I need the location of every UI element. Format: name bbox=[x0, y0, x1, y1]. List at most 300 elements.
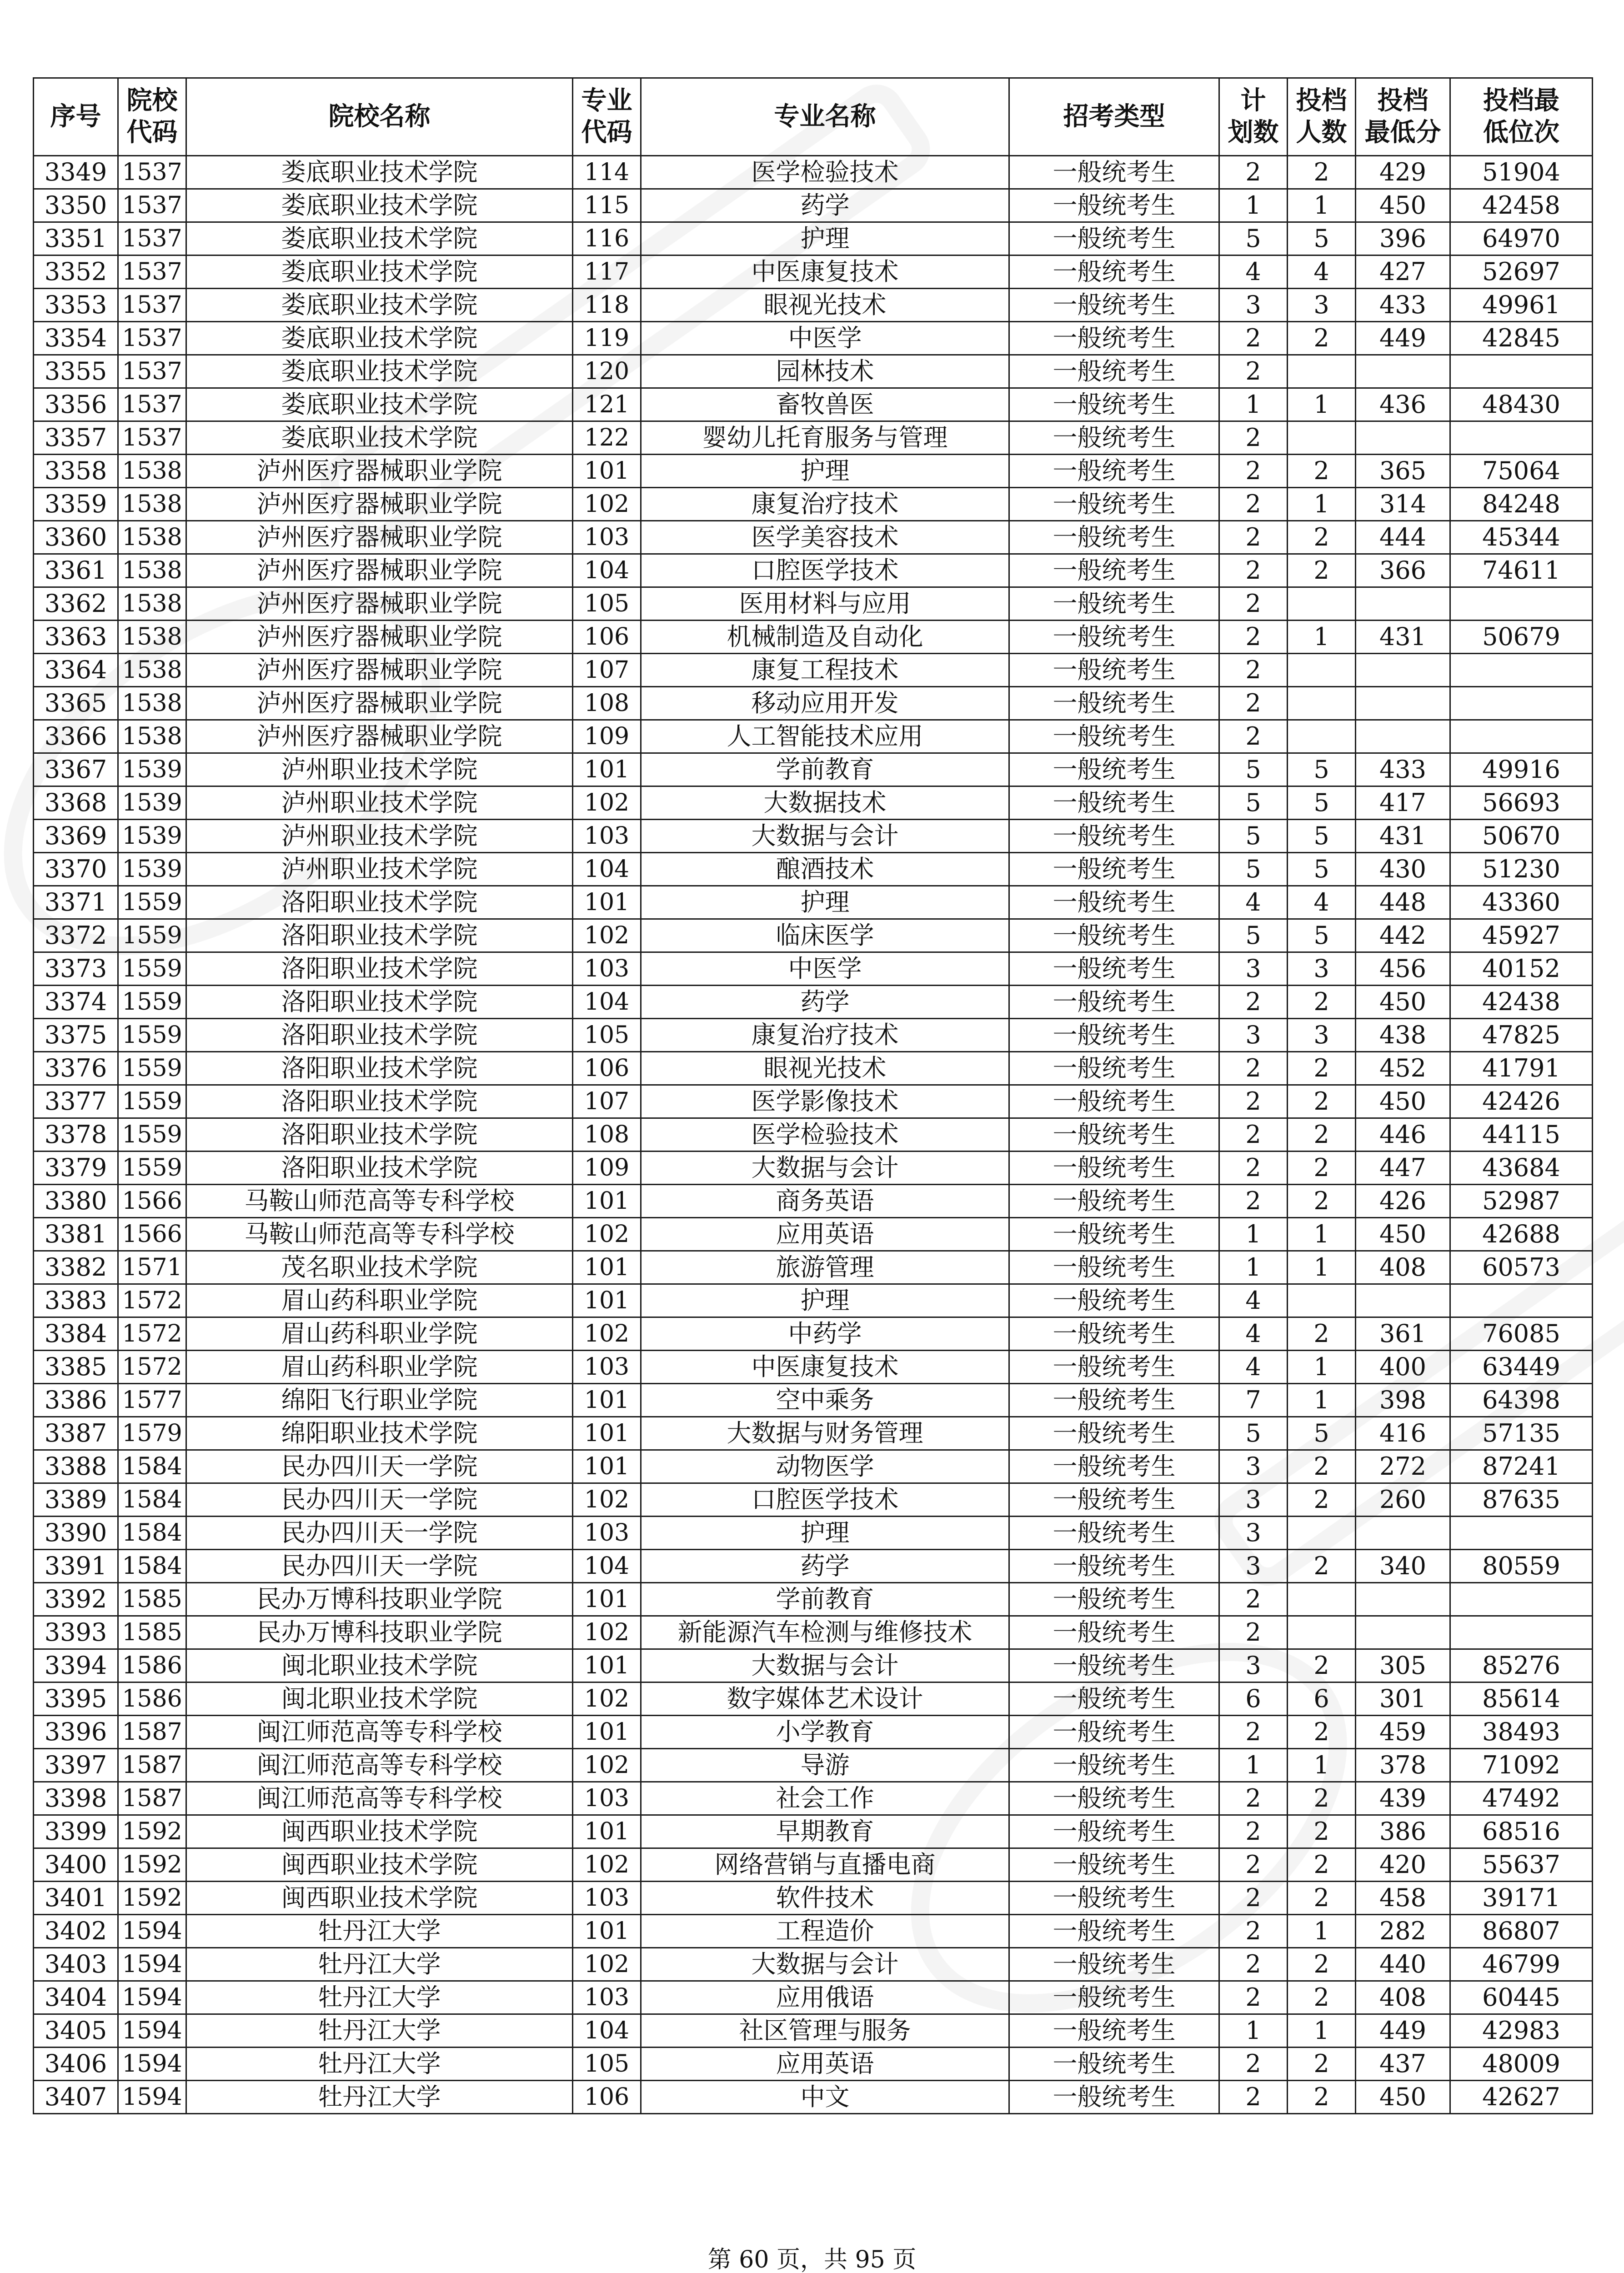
cell-min_score: 340 bbox=[1356, 1550, 1450, 1583]
cell-major_name: 空中乘务 bbox=[641, 1384, 1009, 1417]
cell-major_code: 101 bbox=[573, 1716, 641, 1749]
cell-min_score: 436 bbox=[1356, 388, 1450, 421]
cell-min_score: 447 bbox=[1356, 1152, 1450, 1185]
cell-seq: 3363 bbox=[34, 621, 118, 654]
cell-plan: 3 bbox=[1219, 1649, 1288, 1682]
admission-table bbox=[33, 77, 1593, 2114]
cell-exam_type: 一般统考生 bbox=[1009, 587, 1219, 621]
cell-school_name: 闽北职业技术学院 bbox=[186, 1649, 573, 1682]
cell-min_score: 408 bbox=[1356, 1251, 1450, 1284]
cell-school_name: 泸州医疗器械职业学院 bbox=[186, 621, 573, 654]
cell-min_score: 260 bbox=[1356, 1483, 1450, 1517]
table-row bbox=[34, 720, 1593, 753]
cell-plan: 1 bbox=[1219, 1251, 1288, 1284]
table-row bbox=[34, 1384, 1593, 1417]
column-header-admitted bbox=[1288, 78, 1356, 156]
table-row bbox=[34, 1251, 1593, 1284]
cell-plan: 2 bbox=[1219, 720, 1288, 753]
cell-school_name: 洛阳职业技术学院 bbox=[186, 919, 573, 952]
cell-major_name: 商务英语 bbox=[641, 1185, 1009, 1218]
cell-major_code: 103 bbox=[573, 820, 641, 853]
cell-min_rank: 50679 bbox=[1450, 621, 1593, 654]
cell-plan: 5 bbox=[1219, 919, 1288, 952]
cell-admitted: 2 bbox=[1288, 2048, 1356, 2081]
cell-admitted: 2 bbox=[1288, 322, 1356, 355]
table-row bbox=[34, 1649, 1593, 1682]
cell-exam_type: 一般统考生 bbox=[1009, 488, 1219, 521]
cell-admitted: 1 bbox=[1288, 1915, 1356, 1948]
cell-major_name: 大数据技术 bbox=[641, 786, 1009, 820]
cell-min_score bbox=[1356, 654, 1450, 687]
cell-plan: 3 bbox=[1219, 1450, 1288, 1483]
cell-plan: 2 bbox=[1219, 554, 1288, 587]
cell-plan: 2 bbox=[1219, 654, 1288, 687]
table-row bbox=[34, 1152, 1593, 1185]
cell-school_name: 民办四川天一学院 bbox=[186, 1550, 573, 1583]
cell-min_rank: 52987 bbox=[1450, 1185, 1593, 1218]
cell-min_score: 439 bbox=[1356, 1782, 1450, 1815]
column-header-line: 专业名称 bbox=[774, 102, 876, 131]
cell-major_name: 医学美容技术 bbox=[641, 521, 1009, 554]
cell-school_name: 娄底职业技术学院 bbox=[186, 189, 573, 222]
table-row bbox=[34, 1550, 1593, 1583]
cell-min_rank: 48430 bbox=[1450, 388, 1593, 421]
cell-major_code: 107 bbox=[573, 654, 641, 687]
cell-major_name: 中医学 bbox=[641, 952, 1009, 986]
table-row bbox=[34, 1019, 1593, 1052]
cell-major_name: 旅游管理 bbox=[641, 1251, 1009, 1284]
cell-seq: 3397 bbox=[34, 1749, 118, 1782]
cell-major_code: 106 bbox=[573, 621, 641, 654]
cell-school_code: 1559 bbox=[118, 1052, 186, 1085]
cell-admitted: 2 bbox=[1288, 1649, 1356, 1682]
table-row bbox=[34, 388, 1593, 421]
cell-exam_type: 一般统考生 bbox=[1009, 222, 1219, 255]
table-row bbox=[34, 1915, 1593, 1948]
cell-school_name: 民办万博科技职业学院 bbox=[186, 1616, 573, 1649]
cell-seq: 3384 bbox=[34, 1317, 118, 1351]
cell-plan: 2 bbox=[1219, 322, 1288, 355]
cell-exam_type: 一般统考生 bbox=[1009, 289, 1219, 322]
cell-major_code: 119 bbox=[573, 322, 641, 355]
table-row bbox=[34, 1118, 1593, 1152]
cell-min_score: 427 bbox=[1356, 255, 1450, 289]
cell-major_code: 102 bbox=[573, 1848, 641, 1882]
cell-major_code: 108 bbox=[573, 1118, 641, 1152]
cell-admitted: 1 bbox=[1288, 388, 1356, 421]
cell-school_code: 1539 bbox=[118, 853, 186, 886]
cell-admitted: 2 bbox=[1288, 1848, 1356, 1882]
cell-admitted: 2 bbox=[1288, 1450, 1356, 1483]
cell-school_code: 1587 bbox=[118, 1749, 186, 1782]
cell-admitted: 2 bbox=[1288, 1052, 1356, 1085]
cell-min_rank: 40152 bbox=[1450, 952, 1593, 986]
cell-major_name: 药学 bbox=[641, 189, 1009, 222]
cell-major_name: 康复治疗技术 bbox=[641, 1019, 1009, 1052]
cell-school_code: 1538 bbox=[118, 587, 186, 621]
cell-admitted: 1 bbox=[1288, 488, 1356, 521]
table-row bbox=[34, 1782, 1593, 1815]
cell-exam_type: 一般统考生 bbox=[1009, 1019, 1219, 1052]
cell-min_rank: 75064 bbox=[1450, 455, 1593, 488]
cell-plan: 3 bbox=[1219, 1019, 1288, 1052]
column-header-line: 代码 bbox=[581, 118, 632, 147]
cell-min_rank: 38493 bbox=[1450, 1716, 1593, 1749]
cell-major_code: 101 bbox=[573, 1284, 641, 1317]
cell-min_rank: 80559 bbox=[1450, 1550, 1593, 1583]
cell-exam_type: 一般统考生 bbox=[1009, 1384, 1219, 1417]
table-row bbox=[34, 488, 1593, 521]
cell-plan: 5 bbox=[1219, 753, 1288, 786]
cell-major_name: 应用英语 bbox=[641, 2048, 1009, 2081]
cell-major_code: 102 bbox=[573, 1317, 641, 1351]
cell-exam_type: 一般统考生 bbox=[1009, 1218, 1219, 1251]
cell-major_name: 康复工程技术 bbox=[641, 654, 1009, 687]
cell-school_code: 1537 bbox=[118, 222, 186, 255]
cell-plan: 2 bbox=[1219, 687, 1288, 720]
cell-seq: 3381 bbox=[34, 1218, 118, 1251]
table-row bbox=[34, 1815, 1593, 1848]
cell-min_rank: 85614 bbox=[1450, 1682, 1593, 1716]
cell-exam_type: 一般统考生 bbox=[1009, 1981, 1219, 2014]
cell-school_code: 1538 bbox=[118, 488, 186, 521]
cell-school_name: 闽江师范高等专科学校 bbox=[186, 1749, 573, 1782]
cell-school_name: 洛阳职业技术学院 bbox=[186, 886, 573, 919]
cell-school_name: 民办四川天一学院 bbox=[186, 1517, 573, 1550]
cell-seq: 3407 bbox=[34, 2081, 118, 2114]
table-row bbox=[34, 2014, 1593, 2048]
cell-exam_type: 一般统考生 bbox=[1009, 2014, 1219, 2048]
table-row bbox=[34, 1450, 1593, 1483]
cell-seq: 3361 bbox=[34, 554, 118, 587]
cell-min_score: 450 bbox=[1356, 189, 1450, 222]
cell-school_name: 民办四川天一学院 bbox=[186, 1450, 573, 1483]
cell-admitted: 2 bbox=[1288, 1317, 1356, 1351]
cell-major_code: 101 bbox=[573, 1384, 641, 1417]
cell-plan: 1 bbox=[1219, 2014, 1288, 2048]
cell-seq: 3353 bbox=[34, 289, 118, 322]
cell-school_code: 1587 bbox=[118, 1716, 186, 1749]
cell-seq: 3404 bbox=[34, 1981, 118, 2014]
cell-school_name: 泸州职业技术学院 bbox=[186, 820, 573, 853]
cell-major_code: 102 bbox=[573, 919, 641, 952]
table-row bbox=[34, 1185, 1593, 1218]
table-row bbox=[34, 919, 1593, 952]
table-row bbox=[34, 1085, 1593, 1118]
cell-min_rank: 76085 bbox=[1450, 1317, 1593, 1351]
cell-major_name: 护理 bbox=[641, 886, 1009, 919]
table-row bbox=[34, 853, 1593, 886]
cell-major_code: 122 bbox=[573, 421, 641, 455]
cell-major_code: 115 bbox=[573, 189, 641, 222]
cell-min_rank: 60445 bbox=[1450, 1981, 1593, 2014]
cell-plan: 5 bbox=[1219, 853, 1288, 886]
cell-min_score: 361 bbox=[1356, 1317, 1450, 1351]
cell-school_code: 1537 bbox=[118, 156, 186, 189]
cell-admitted: 2 bbox=[1288, 1981, 1356, 2014]
cell-school_code: 1539 bbox=[118, 786, 186, 820]
cell-admitted: 2 bbox=[1288, 1716, 1356, 1749]
cell-exam_type: 一般统考生 bbox=[1009, 1616, 1219, 1649]
cell-min_score bbox=[1356, 421, 1450, 455]
cell-school_name: 牡丹江大学 bbox=[186, 1948, 573, 1981]
cell-major_name: 口腔医学技术 bbox=[641, 554, 1009, 587]
cell-seq: 3367 bbox=[34, 753, 118, 786]
cell-school_name: 泸州医疗器械职业学院 bbox=[186, 654, 573, 687]
cell-school_code: 1566 bbox=[118, 1218, 186, 1251]
cell-seq: 3362 bbox=[34, 587, 118, 621]
cell-admitted: 2 bbox=[1288, 2081, 1356, 2114]
cell-min_score: 446 bbox=[1356, 1118, 1450, 1152]
cell-school_name: 闽西职业技术学院 bbox=[186, 1848, 573, 1882]
cell-min_score: 272 bbox=[1356, 1450, 1450, 1483]
cell-exam_type: 一般统考生 bbox=[1009, 1716, 1219, 1749]
cell-school_name: 茂名职业技术学院 bbox=[186, 1251, 573, 1284]
cell-min_score: 459 bbox=[1356, 1716, 1450, 1749]
column-header-min_rank bbox=[1450, 78, 1593, 156]
cell-seq: 3366 bbox=[34, 720, 118, 753]
cell-exam_type: 一般统考生 bbox=[1009, 2048, 1219, 2081]
cell-min_rank bbox=[1450, 587, 1593, 621]
cell-major_name: 社区管理与服务 bbox=[641, 2014, 1009, 2048]
table-row bbox=[34, 1848, 1593, 1882]
cell-min_score: 282 bbox=[1356, 1915, 1450, 1948]
cell-major_name: 大数据与会计 bbox=[641, 1948, 1009, 1981]
cell-seq: 3350 bbox=[34, 189, 118, 222]
cell-school_code: 1584 bbox=[118, 1450, 186, 1483]
cell-min_rank: 42845 bbox=[1450, 322, 1593, 355]
cell-school_code: 1584 bbox=[118, 1550, 186, 1583]
cell-admitted: 5 bbox=[1288, 919, 1356, 952]
cell-major_code: 102 bbox=[573, 1682, 641, 1716]
cell-seq: 3351 bbox=[34, 222, 118, 255]
cell-school_code: 1585 bbox=[118, 1616, 186, 1649]
cell-plan: 4 bbox=[1219, 886, 1288, 919]
cell-min_rank: 74611 bbox=[1450, 554, 1593, 587]
cell-seq: 3395 bbox=[34, 1682, 118, 1716]
column-header-line: 最低分 bbox=[1364, 118, 1441, 147]
cell-seq: 3378 bbox=[34, 1118, 118, 1152]
cell-major_name: 中医康复技术 bbox=[641, 255, 1009, 289]
cell-major_code: 101 bbox=[573, 1450, 641, 1483]
table-row bbox=[34, 1483, 1593, 1517]
cell-school_name: 娄底职业技术学院 bbox=[186, 322, 573, 355]
column-header-line: 序号 bbox=[50, 102, 101, 131]
cell-exam_type: 一般统考生 bbox=[1009, 720, 1219, 753]
cell-school_code: 1537 bbox=[118, 255, 186, 289]
header-row bbox=[34, 78, 1593, 156]
cell-min_rank: 52697 bbox=[1450, 255, 1593, 289]
cell-major_name: 应用英语 bbox=[641, 1218, 1009, 1251]
cell-seq: 3386 bbox=[34, 1384, 118, 1417]
cell-major_name: 大数据与财务管理 bbox=[641, 1417, 1009, 1450]
cell-school_name: 闽西职业技术学院 bbox=[186, 1815, 573, 1848]
column-header-line: 投档最 bbox=[1483, 86, 1559, 115]
cell-school_code: 1539 bbox=[118, 753, 186, 786]
cell-school_name: 泸州医疗器械职业学院 bbox=[186, 687, 573, 720]
cell-plan: 3 bbox=[1219, 1517, 1288, 1550]
cell-major_name: 护理 bbox=[641, 1284, 1009, 1317]
cell-seq: 3394 bbox=[34, 1649, 118, 1682]
table-row bbox=[34, 986, 1593, 1019]
cell-min_rank: 47825 bbox=[1450, 1019, 1593, 1052]
cell-admitted: 1 bbox=[1288, 2014, 1356, 2048]
cell-major_code: 101 bbox=[573, 1185, 641, 1218]
table-row bbox=[34, 1682, 1593, 1716]
cell-plan: 5 bbox=[1219, 786, 1288, 820]
cell-plan: 2 bbox=[1219, 1981, 1288, 2014]
cell-school_name: 马鞍山师范高等专科学校 bbox=[186, 1218, 573, 1251]
cell-min_rank: 44115 bbox=[1450, 1118, 1593, 1152]
cell-min_score: 430 bbox=[1356, 853, 1450, 886]
table-row bbox=[34, 1417, 1593, 1450]
cell-min_score: 450 bbox=[1356, 2081, 1450, 2114]
cell-school_name: 洛阳职业技术学院 bbox=[186, 1118, 573, 1152]
cell-seq: 3374 bbox=[34, 986, 118, 1019]
cell-min_score: 440 bbox=[1356, 1948, 1450, 1981]
cell-plan: 2 bbox=[1219, 521, 1288, 554]
cell-min_score: 378 bbox=[1356, 1749, 1450, 1782]
cell-min_score: 438 bbox=[1356, 1019, 1450, 1052]
cell-min_score bbox=[1356, 720, 1450, 753]
cell-major_name: 大数据与会计 bbox=[641, 1152, 1009, 1185]
cell-seq: 3387 bbox=[34, 1417, 118, 1450]
cell-exam_type: 一般统考生 bbox=[1009, 1782, 1219, 1815]
cell-min_rank: 39171 bbox=[1450, 1882, 1593, 1915]
cell-admitted bbox=[1288, 1517, 1356, 1550]
page-footer: 第 60 页，共 95 页 bbox=[707, 2246, 917, 2273]
cell-school_code: 1592 bbox=[118, 1815, 186, 1848]
cell-seq: 3389 bbox=[34, 1483, 118, 1517]
cell-exam_type: 一般统考生 bbox=[1009, 786, 1219, 820]
cell-major_code: 102 bbox=[573, 1948, 641, 1981]
cell-admitted: 1 bbox=[1288, 1749, 1356, 1782]
cell-major_name: 学前教育 bbox=[641, 753, 1009, 786]
column-header-major_code bbox=[573, 78, 641, 156]
cell-school_code: 1577 bbox=[118, 1384, 186, 1417]
table-row bbox=[34, 654, 1593, 687]
table-row bbox=[34, 1749, 1593, 1782]
cell-min_rank: 42983 bbox=[1450, 2014, 1593, 2048]
cell-admitted: 2 bbox=[1288, 1815, 1356, 1848]
cell-min_rank: 45927 bbox=[1450, 919, 1593, 952]
cell-major_name: 人工智能技术应用 bbox=[641, 720, 1009, 753]
cell-admitted: 5 bbox=[1288, 820, 1356, 853]
cell-admitted: 3 bbox=[1288, 289, 1356, 322]
cell-min_score: 431 bbox=[1356, 820, 1450, 853]
cell-admitted: 1 bbox=[1288, 1384, 1356, 1417]
cell-plan: 6 bbox=[1219, 1682, 1288, 1716]
cell-exam_type: 一般统考生 bbox=[1009, 554, 1219, 587]
cell-major_code: 120 bbox=[573, 355, 641, 388]
cell-major_name: 医学检验技术 bbox=[641, 1118, 1009, 1152]
cell-exam_type: 一般统考生 bbox=[1009, 1915, 1219, 1948]
cell-seq: 3371 bbox=[34, 886, 118, 919]
cell-admitted bbox=[1288, 1616, 1356, 1649]
cell-major_code: 118 bbox=[573, 289, 641, 322]
cell-min_rank: 43360 bbox=[1450, 886, 1593, 919]
cell-major_name: 护理 bbox=[641, 455, 1009, 488]
cell-plan: 2 bbox=[1219, 421, 1288, 455]
cell-min_rank: 41791 bbox=[1450, 1052, 1593, 1085]
cell-school_code: 1538 bbox=[118, 621, 186, 654]
cell-min_rank bbox=[1450, 687, 1593, 720]
cell-school_code: 1559 bbox=[118, 886, 186, 919]
cell-min_rank: 60573 bbox=[1450, 1251, 1593, 1284]
cell-school_name: 洛阳职业技术学院 bbox=[186, 952, 573, 986]
cell-major_code: 108 bbox=[573, 687, 641, 720]
cell-major_code: 109 bbox=[573, 720, 641, 753]
column-header-school_name bbox=[186, 78, 573, 156]
cell-plan: 2 bbox=[1219, 1848, 1288, 1882]
cell-plan: 5 bbox=[1219, 222, 1288, 255]
cell-admitted: 2 bbox=[1288, 1152, 1356, 1185]
cell-major_name: 社会工作 bbox=[641, 1782, 1009, 1815]
cell-admitted: 2 bbox=[1288, 1782, 1356, 1815]
cell-plan: 2 bbox=[1219, 1152, 1288, 1185]
table-row bbox=[34, 1616, 1593, 1649]
cell-major_name: 移动应用开发 bbox=[641, 687, 1009, 720]
cell-school_name: 牡丹江大学 bbox=[186, 2014, 573, 2048]
cell-min_score: 458 bbox=[1356, 1882, 1450, 1915]
cell-major_name: 小学教育 bbox=[641, 1716, 1009, 1749]
cell-plan: 3 bbox=[1219, 1550, 1288, 1583]
cell-plan: 2 bbox=[1219, 986, 1288, 1019]
cell-major_code: 101 bbox=[573, 1583, 641, 1616]
cell-major_name: 网络营销与直播电商 bbox=[641, 1848, 1009, 1882]
cell-min_score: 433 bbox=[1356, 753, 1450, 786]
cell-min_rank: 51230 bbox=[1450, 853, 1593, 886]
cell-admitted: 2 bbox=[1288, 1550, 1356, 1583]
cell-seq: 3376 bbox=[34, 1052, 118, 1085]
cell-major_code: 106 bbox=[573, 2081, 641, 2114]
cell-major_name: 眼视光技术 bbox=[641, 289, 1009, 322]
cell-min_rank bbox=[1450, 421, 1593, 455]
cell-exam_type: 一般统考生 bbox=[1009, 521, 1219, 554]
cell-major_code: 101 bbox=[573, 1251, 641, 1284]
cell-school_name: 娄底职业技术学院 bbox=[186, 255, 573, 289]
table-row bbox=[34, 1351, 1593, 1384]
cell-exam_type: 一般统考生 bbox=[1009, 322, 1219, 355]
cell-major_name: 医学检验技术 bbox=[641, 156, 1009, 189]
cell-min_score: 442 bbox=[1356, 919, 1450, 952]
cell-exam_type: 一般统考生 bbox=[1009, 820, 1219, 853]
cell-major_code: 121 bbox=[573, 388, 641, 421]
cell-plan: 2 bbox=[1219, 1583, 1288, 1616]
table-row bbox=[34, 189, 1593, 222]
cell-exam_type: 一般统考生 bbox=[1009, 255, 1219, 289]
cell-major_name: 动物医学 bbox=[641, 1450, 1009, 1483]
cell-admitted: 6 bbox=[1288, 1682, 1356, 1716]
cell-seq: 3390 bbox=[34, 1517, 118, 1550]
cell-admitted: 2 bbox=[1288, 986, 1356, 1019]
cell-admitted bbox=[1288, 355, 1356, 388]
cell-admitted: 5 bbox=[1288, 1417, 1356, 1450]
cell-admitted: 2 bbox=[1288, 554, 1356, 587]
cell-major_name: 临床医学 bbox=[641, 919, 1009, 952]
table-row bbox=[34, 222, 1593, 255]
cell-major_code: 106 bbox=[573, 1052, 641, 1085]
cell-major_name: 婴幼儿托育服务与管理 bbox=[641, 421, 1009, 455]
cell-school_name: 娄底职业技术学院 bbox=[186, 156, 573, 189]
cell-admitted: 5 bbox=[1288, 222, 1356, 255]
cell-major_code: 103 bbox=[573, 1981, 641, 2014]
cell-school_name: 马鞍山师范高等专科学校 bbox=[186, 1185, 573, 1218]
column-header-line: 低位次 bbox=[1483, 118, 1559, 147]
cell-major_code: 104 bbox=[573, 986, 641, 1019]
cell-plan: 2 bbox=[1219, 1052, 1288, 1085]
cell-exam_type: 一般统考生 bbox=[1009, 1450, 1219, 1483]
